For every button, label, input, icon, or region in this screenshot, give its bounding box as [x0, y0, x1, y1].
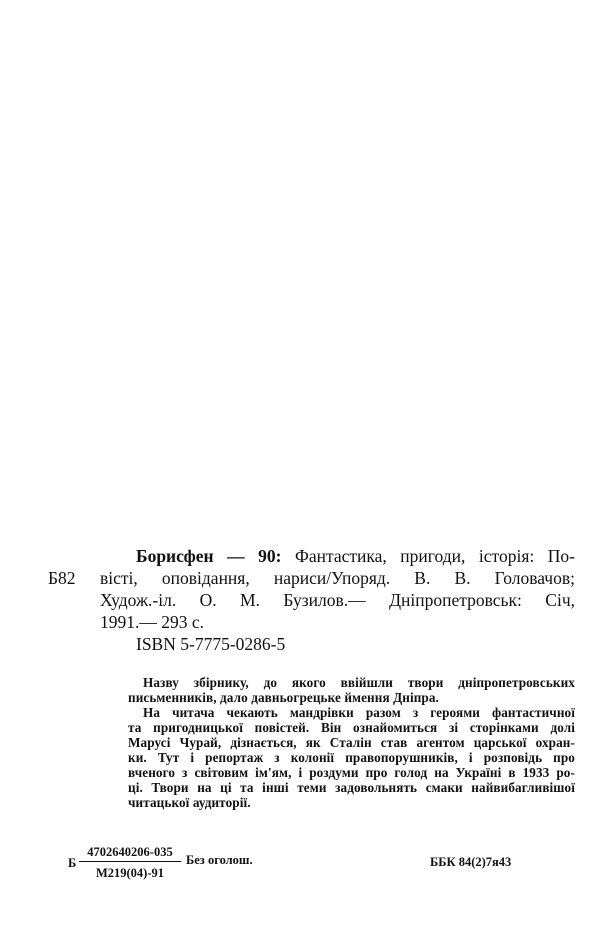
annotation-line: Назву збірнику, до якого ввійшли твори дніпропетровських — [143, 675, 575, 690]
bibliographic-line-1: Борисфен — 90: Фантастика, пригоди, історія: По- — [136, 546, 575, 566]
annotation-line: Марусі Чурай, дізнається, як Сталін став агентом царської охран- — [128, 735, 575, 750]
annotation-line: та пригодницької повістей. Він ознайомиться зі сторінками долі — [128, 720, 575, 735]
book-title: Борисфен — 90: — [136, 546, 282, 566]
footer-numerator: 4702640206-035 — [79, 845, 181, 862]
bibliographic-line-2: вісті, оповідання, нариси/Упоряд. В. В. Головачов; — [100, 568, 575, 588]
annotation-line: ці. Твори на ці та інші теми задовольнять смаки найвибагливішої — [128, 780, 575, 795]
index-code: Б82 — [48, 568, 76, 588]
annotation-line: читацької аудиторії. — [128, 795, 251, 810]
annotation-line: письменників, дало давньогрецьке ймення Дніпра. — [128, 690, 439, 705]
bbk-code: ББК 84(2)7я43 — [430, 855, 512, 869]
annotation-line: ки. Тут і репортаж з колонії правопорушників, і розповідь про — [128, 750, 575, 765]
footer-denominator: М219(04)-91 — [95, 866, 165, 880]
isbn: ISBN 5-7775-0286-5 — [136, 634, 286, 654]
annotation-line: На читача чекають мандрівки разом з героями фантастичної — [143, 705, 575, 720]
bibliographic-line-4: 1991.— 293 с. — [100, 612, 205, 632]
bibliographic-line-3: Худож.-іл. О. М. Бузилов.— Дніпропетровськ: Січ, — [100, 590, 575, 610]
annotation-line: вченого з світовим ім'ям, і роздуми про голод на Україні в 1933 ро- — [128, 765, 575, 780]
footer-note: Без оголош. — [186, 853, 253, 867]
footer-prefix: Б — [68, 856, 77, 870]
